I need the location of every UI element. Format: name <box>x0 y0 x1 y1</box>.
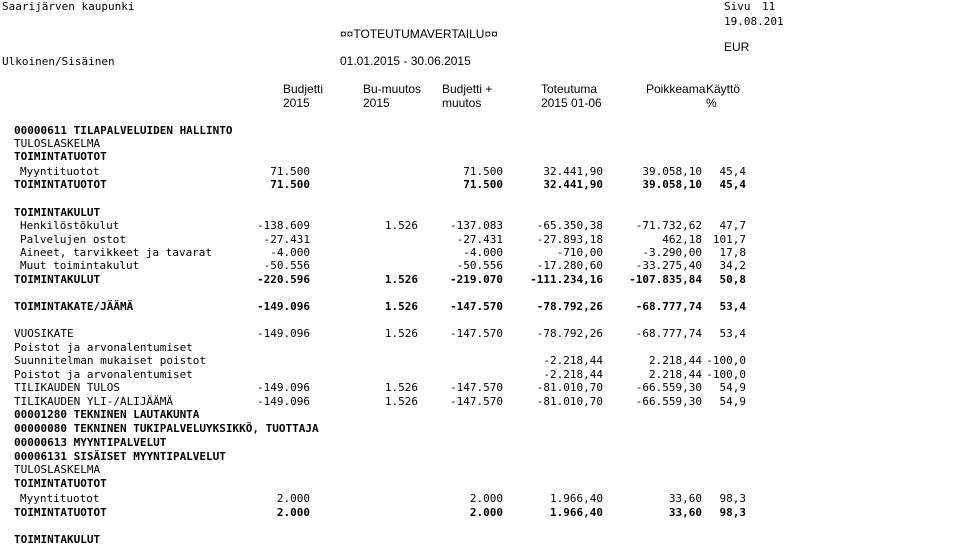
row-label: TOIMINTATUOTOT <box>14 150 107 163</box>
table-row <box>0 381 960 394</box>
cell-value: -147.570 <box>450 327 503 340</box>
cell-value: -219.070 <box>450 273 503 286</box>
page-label: Sivu <box>724 0 751 13</box>
cell-value: -138.609 <box>257 219 310 232</box>
report-title: ¤¤TOTEUTUMAVERTAILU¤¤ <box>340 27 498 41</box>
table-row <box>0 206 960 219</box>
column-header-actual-period: 2015 01-06 <box>541 96 602 110</box>
cell-value: 1.966,40 <box>550 492 603 505</box>
table-row <box>0 492 960 505</box>
cell-value: 2.000 <box>469 506 503 519</box>
cell-value: 32.441,90 <box>543 165 603 178</box>
table-row <box>0 341 960 354</box>
table-row <box>0 327 960 340</box>
column-header-budget-plus-change: muutos <box>442 96 482 110</box>
table-row <box>0 533 960 546</box>
column-header-budget: Budjetti <box>283 82 324 96</box>
cell-value: -107.835,84 <box>629 273 702 286</box>
report-period: 01.01.2015 - 30.06.2015 <box>340 54 471 68</box>
cell-value: 2.000 <box>469 492 503 505</box>
cell-value: 32.441,90 <box>543 178 603 191</box>
cell-value: -78.792,26 <box>536 327 603 340</box>
table-row <box>0 219 960 232</box>
table-row <box>0 450 960 463</box>
cell-value: 1.526 <box>384 219 418 232</box>
organization-name: Saarijärven kaupunki <box>2 0 135 13</box>
cell-value: 1.526 <box>384 300 418 313</box>
cell-value: 53,4 <box>719 300 746 313</box>
cell-value: 98,3 <box>719 506 746 519</box>
cell-value: -147.570 <box>450 300 503 313</box>
cell-value: -68.777,74 <box>635 300 702 313</box>
cell-value: 54,9 <box>719 381 746 394</box>
cell-value: 1.526 <box>384 273 418 286</box>
table-row <box>0 233 960 246</box>
cell-value: 71.500 <box>270 178 310 191</box>
cell-value: 34,2 <box>719 259 746 272</box>
row-label: TILIKAUDEN YLI-/ALIJÄÄMÄ <box>14 395 173 408</box>
row-label: TOIMINTATUOTOT <box>14 178 107 191</box>
table-row <box>0 300 960 313</box>
table-row <box>0 395 960 408</box>
table-row <box>0 273 960 286</box>
cell-value: 1.526 <box>384 327 418 340</box>
cell-value: -50.556 <box>263 259 310 272</box>
cell-value: -3.290,00 <box>642 246 702 259</box>
currency-label: EUR <box>724 40 750 54</box>
cell-value: -66.559,30 <box>635 381 702 394</box>
column-header-budget-plus: Budjetti + <box>442 82 493 96</box>
row-label: TOIMINTATUOTOT <box>14 477 107 490</box>
cell-value: -147.570 <box>450 395 503 408</box>
column-header-usage-percent: % <box>706 96 717 110</box>
cell-value: 53,4 <box>719 327 746 340</box>
column-header-usage: Käyttö <box>706 82 741 96</box>
column-header-variance: Poikkeama <box>646 82 706 96</box>
cell-value: 47,7 <box>719 219 746 232</box>
row-label: VUOSIKATE <box>14 327 74 340</box>
table-row <box>0 150 960 163</box>
row-label: Palvelujen ostot <box>20 233 126 246</box>
cell-value: 50,8 <box>719 273 746 286</box>
scope-label: Ulkoinen/Sisäinen <box>2 55 115 68</box>
cell-value: -81.010,70 <box>536 381 603 394</box>
cell-value: 45,4 <box>719 165 746 178</box>
cell-value: -50.556 <box>456 259 503 272</box>
cell-value: -66.559,30 <box>635 395 702 408</box>
cell-value: -4.000 <box>270 246 310 259</box>
cell-value: -2.218,44 <box>543 368 603 381</box>
row-label: Poistot ja arvonalentumiset <box>14 368 193 381</box>
table-row <box>0 124 960 137</box>
table-row <box>0 436 960 449</box>
cell-value: -147.570 <box>450 381 503 394</box>
page-number: 11 <box>762 0 776 13</box>
cell-value: 1.526 <box>384 381 418 394</box>
cell-value: -81.010,70 <box>536 395 603 408</box>
row-label: TILIKAUDEN TULOS <box>14 381 120 394</box>
cell-value: 2.000 <box>276 506 310 519</box>
row-label: TOIMINTAKATE/JÄÄMÄ <box>14 300 134 313</box>
cell-value: 17,8 <box>719 246 746 259</box>
table-row <box>0 368 960 381</box>
table-row <box>0 463 960 476</box>
cell-value: -27.431 <box>263 233 310 246</box>
row-label: Muut toimintakulut <box>20 259 140 272</box>
cell-value: 2.000 <box>276 492 310 505</box>
cell-value: -71.732,62 <box>635 219 702 232</box>
row-label: 00000080 TEKNINEN TUKIPALVELUYKSIKKÖ, TUOTTAJA <box>14 422 319 435</box>
table-row <box>0 259 960 272</box>
cell-value: -17.280,60 <box>536 259 603 272</box>
cell-value: 45,4 <box>719 178 746 191</box>
table-row <box>0 477 960 490</box>
cell-value: -2.218,44 <box>543 354 603 367</box>
row-label: TULOSLASKELMA <box>14 137 101 150</box>
cell-value: 33,60 <box>668 506 702 519</box>
cell-value: -27.431 <box>456 233 503 246</box>
table-row <box>0 422 960 435</box>
row-label: Suunnitelman mukaiset poistot <box>14 354 207 367</box>
cell-value: -710,00 <box>556 246 603 259</box>
cell-value: 71.500 <box>463 178 503 191</box>
row-label: 00006131 SISÄISET MYYNTIPALVELUT <box>14 450 226 463</box>
table-row <box>0 354 960 367</box>
row-label: 00001280 TEKNINEN LAUTAKUNTA <box>14 408 200 421</box>
row-label: Aineet, tarvikkeet ja tavarat <box>20 246 213 259</box>
cell-value: 39.058,10 <box>642 178 702 191</box>
cell-value: -149.096 <box>257 327 310 340</box>
cell-value: 71.500 <box>270 165 310 178</box>
cell-value: -149.096 <box>257 395 310 408</box>
cell-value: -4.000 <box>463 246 503 259</box>
row-label: Myyntituotot <box>20 492 100 505</box>
cell-value: 462,18 <box>662 233 702 246</box>
cell-value: 1.966,40 <box>550 506 603 519</box>
cell-value: -100,0 <box>706 354 746 367</box>
cell-value: 1.526 <box>384 395 418 408</box>
table-row <box>0 408 960 421</box>
row-label: TOIMINTATUOTOT <box>14 506 107 519</box>
row-label: TULOSLASKELMA <box>14 463 101 476</box>
table-row <box>0 165 960 178</box>
cell-value: -149.096 <box>257 381 310 394</box>
column-header-budget-year: 2015 <box>283 96 310 110</box>
cell-value: 98,3 <box>719 492 746 505</box>
column-header-budget-change: Bu-muutos <box>363 82 422 96</box>
cell-value: -100,0 <box>706 368 746 381</box>
table-row <box>0 178 960 191</box>
table-row <box>0 246 960 259</box>
cell-value: 101,7 <box>712 233 746 246</box>
row-label: 00000613 MYYNTIPALVELUT <box>14 436 167 449</box>
row-label: Myyntituotot <box>20 165 100 178</box>
cell-value: -68.777,74 <box>635 327 702 340</box>
row-label: 00000611 TILAPALVELUIDEN HALLINTO <box>14 124 233 137</box>
row-label: Poistot ja arvonalentumiset <box>14 341 193 354</box>
row-label: TOIMINTAKULUT <box>14 533 101 546</box>
cell-value: -27.893,18 <box>536 233 603 246</box>
cell-value: 33,60 <box>668 492 702 505</box>
cell-value: -220.596 <box>257 273 310 286</box>
cell-value: 2.218,44 <box>649 368 702 381</box>
cell-value: -137.083 <box>450 219 503 232</box>
row-label: TOIMINTAKULUT <box>14 273 101 286</box>
cell-value: 2.218,44 <box>649 354 702 367</box>
print-date: 19.08.201 <box>724 15 784 28</box>
cell-value: 39.058,10 <box>642 165 702 178</box>
column-header-actual: Toteutuma <box>541 82 598 96</box>
row-label: Henkilöstökulut <box>20 219 120 232</box>
cell-value: -111.234,16 <box>530 273 603 286</box>
column-header-budget-change-year: 2015 <box>363 96 390 110</box>
cell-value: 54,9 <box>719 395 746 408</box>
row-label: TOIMINTAKULUT <box>14 206 101 219</box>
cell-value: -78.792,26 <box>536 300 603 313</box>
cell-value: -33.275,40 <box>635 259 702 272</box>
cell-value: -65.350,38 <box>536 219 603 232</box>
table-row <box>0 137 960 150</box>
cell-value: -149.096 <box>257 300 310 313</box>
table-row <box>0 506 960 519</box>
cell-value: 71.500 <box>463 165 503 178</box>
